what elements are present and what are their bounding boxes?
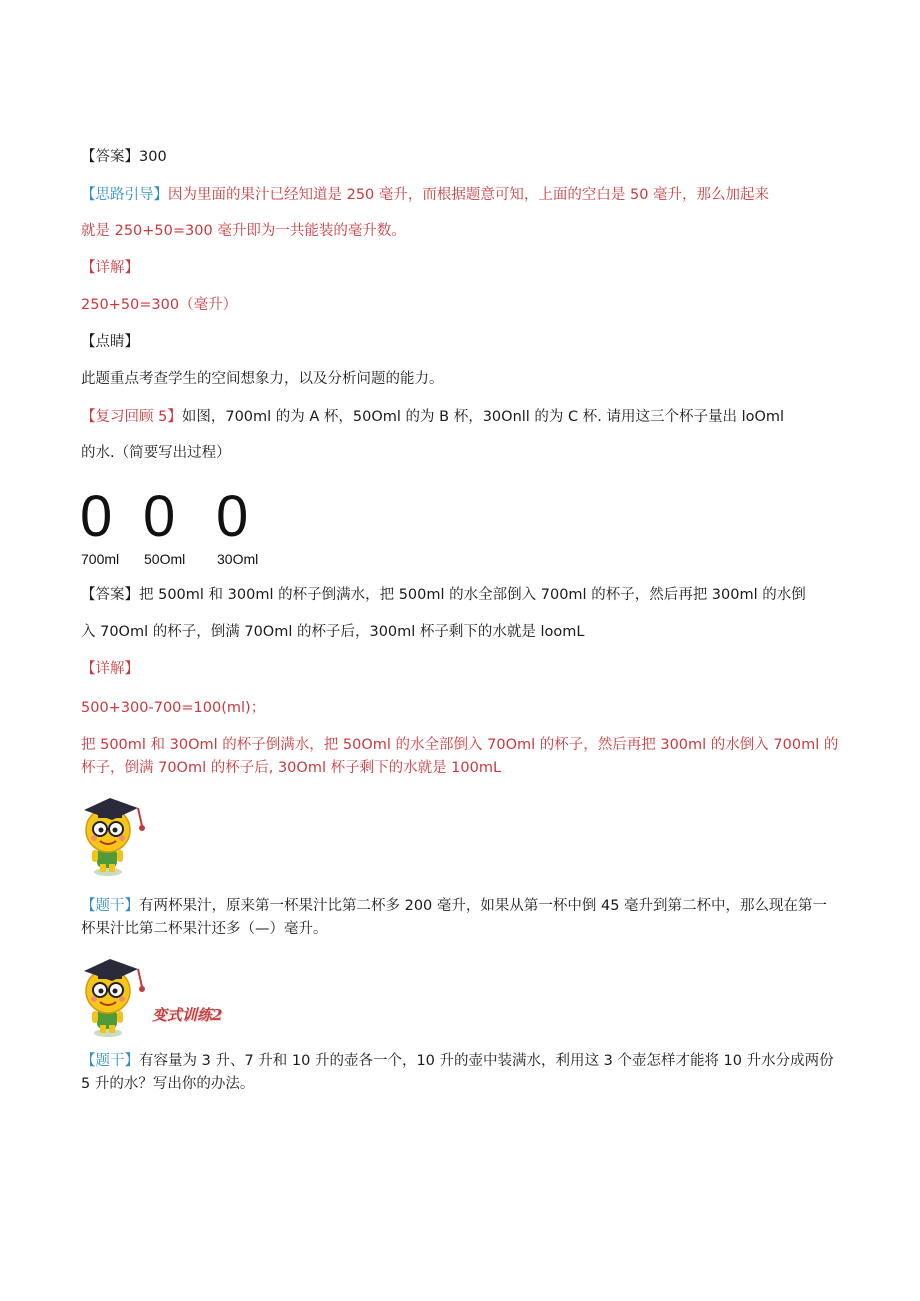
- hint-label: 【思路引导】: [81, 187, 168, 203]
- cup-a-label: 700ml: [81, 551, 120, 567]
- graduate-mascot-icon: [80, 792, 152, 882]
- review-line-2: 的水.（简要写出过程）: [81, 445, 231, 461]
- answer2-text-1: 把 500ml 和 300ml 的杯子倒满水，把 500ml 的水全部倒入 700ml 的杯子，然后再把 300ml 的水倒: [139, 587, 806, 603]
- answer-line-1: [81, 147, 167, 167]
- question2-text: 有容量为 3 升、7 升和 10 升的壶各一个，10 升的壶中装满水，利用这 3 个壶怎样才能将 10 升水分成两份 5 升的水？写出你的办法。: [81, 1053, 834, 1092]
- cup-c-label: 30Oml: [217, 551, 259, 567]
- detail-label-2: 【详解】: [81, 661, 139, 677]
- point-text: 此题重点考查学生的空间想象力，以及分析问题的能力。: [81, 371, 444, 387]
- question1: [81, 895, 841, 941]
- review-line-1: [81, 407, 784, 427]
- hint-line-1: [81, 185, 769, 205]
- hint-line-2: 就是 250+50=300 毫升即为一共能装的毫升数。: [81, 223, 406, 239]
- detail-text-1: 250+50=300（毫升）: [81, 297, 238, 313]
- detail-paragraph-2: 把 500ml 和 30Oml 的杯子倒满水，把 50Oml 的水全部倒入 70Oml 的杯子，然后再把 300ml 的水倒入 700ml 的杯子，倒满 70Oml 的杯子后, 30Oml 杯子剩下的水就是 100mL: [81, 737, 839, 776]
- variant-training-badge: 变式训练2: [152, 1006, 223, 1024]
- answer-value: 300: [139, 149, 167, 165]
- cup-b-glyph: 0: [143, 484, 176, 549]
- point-label: 【点睛】: [81, 334, 139, 350]
- detail-equation-2: 500+300-700=100(ml)；: [81, 700, 266, 716]
- answer2-label: 【答案】: [81, 587, 139, 603]
- question2-label: 【题干】: [81, 1053, 139, 1069]
- answer2-line-1: [81, 585, 806, 605]
- cup-a-glyph: 0: [80, 484, 113, 549]
- answer-label: 【答案】: [81, 149, 139, 165]
- cup-b-label: 50Oml: [144, 551, 186, 567]
- graduate-mascot-icon-2: [80, 953, 152, 1043]
- question1-text: 有两杯果汁，原来第一杯果汁比第二杯多 200 毫升，如果从第一杯中倒 45 毫升到第二杯中，那么现在第一杯果汁比第二杯果汁还多（—）毫升。: [81, 898, 828, 937]
- review-label: 【复习回顾 5】: [81, 409, 182, 425]
- answer2-line-2: 入 70Oml 的杯子，倒满 70Oml 的杯子后，300ml 杯子剩下的水就是 loomL: [81, 624, 585, 640]
- question1-label: 【题干】: [81, 898, 139, 914]
- cup-c-glyph: 0: [216, 484, 249, 549]
- review-text-1: 如图，700ml 的为 A 杯，50Oml 的为 B 杯，30Onll 的为 C 杯. 请用这三个杯子量出 loOml: [181, 409, 785, 425]
- hint-text-1: 因为里面的果汁已经知道是 250 毫升，而根据题意可知，上面的空白是 50 毫升，那么加起来: [168, 187, 770, 203]
- detail-label-1: 【详解】: [81, 260, 139, 276]
- question2: [81, 1050, 841, 1096]
